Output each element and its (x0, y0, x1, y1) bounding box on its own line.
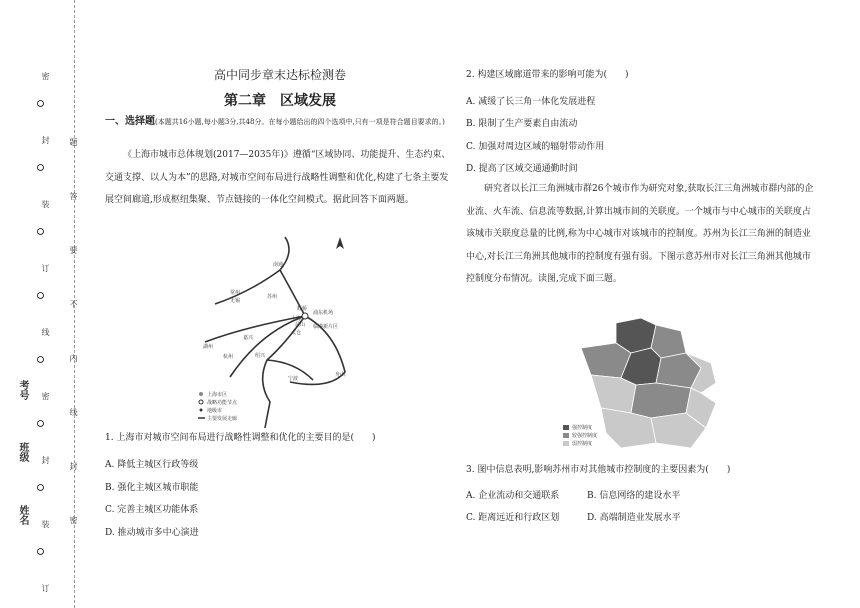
binding-margin (0, 0, 80, 608)
seal-word: 装 (41, 520, 50, 528)
q3-option-c[interactable]: C. 距离远近和行政区划 (466, 513, 560, 523)
legend-item: 上海市区 (207, 392, 228, 398)
q3-option-d[interactable]: D. 高端制造业发展水平 (587, 513, 681, 523)
q1-option-c[interactable]: C. 完善主城区功能体系 (105, 505, 199, 515)
city-label: 南通 (273, 262, 284, 268)
q1-stem: 1. 上海市对城市空间布局进行战略性调整和优化的主要目的是( ) (105, 433, 376, 443)
legend-item: 弱控制度 (572, 441, 593, 447)
seal-word: 订 (41, 264, 50, 272)
passage-2: 研究者以长江三角洲城市群26个城市作为研究对象,获取长江三角洲城市群内部的企业流、火车流、信息流等数据,计算出城市间的关联度。一个城市与中心城市的关联度占该城市关联度总量的比例,称为中心城市对该城市的控制度。苏州为长江三角洲的制造业中心,对长江三角洲其他城市的控制度有强有弱。下图示意苏州市对长江三角洲其他城市控制度分布情况。读图,完成下面三题。 (466, 184, 814, 284)
no-answer-word: 不 (69, 300, 78, 308)
city-label: 舟山 (335, 372, 346, 378)
city-label: 昆山 (295, 322, 306, 328)
q2-stem: 2. 构建区域廊道带来的影响可能为( ) (466, 70, 629, 80)
q2-option-c[interactable]: C. 加强对周边区域的辐射带动作用 (466, 142, 605, 152)
exam-number-label: 考号 (17, 380, 28, 400)
section-heading: 一、选择题(本题共16小题,每小题3分,共48分。在每小题给出的四个选项中,只有一项是符合题目要求的。) (105, 116, 445, 127)
binding-hole (37, 356, 44, 363)
chapter-title: 第二章 区域发展 (224, 93, 336, 109)
binding-hole (37, 228, 44, 235)
legend-item: 地级市 (207, 408, 223, 414)
no-answer-word: 密 (69, 516, 78, 524)
city-label: 苏州 (267, 294, 278, 300)
q3-stem: 3. 图中信息表明,影响苏州市对其他城市控制度的主要因素为( ) (466, 465, 731, 475)
q2-option-d[interactable]: D. 提高了区域交通通勤时间 (466, 164, 578, 174)
binding-hole (37, 292, 44, 299)
no-answer-word: 答 (69, 192, 78, 200)
city-label: 常州 (230, 290, 241, 296)
seal-word: 封 (41, 456, 50, 464)
legend-item: 主要发展走廊 (207, 416, 238, 422)
city-label: 太仓 (291, 330, 302, 336)
binding-hole (37, 100, 44, 107)
legend-item: 较强控制度 (572, 433, 598, 439)
city-label: 宁波 (288, 376, 299, 382)
seal-word: 封 (41, 136, 50, 144)
q1-option-d[interactable]: D. 推动城市多中心演进 (105, 528, 199, 538)
no-answer-word: 内 (69, 354, 78, 362)
passage-1: 《上海市城市总体规划(2017—2035年)》遵循“区域协同、功能提升、生态约束、交通支撑、以人为本”的思路,对城市空间布局进行战略性调整和优化,构建了七条主要发展空间廊道,形成枢纽集聚、节点链接的一体化空间模式。据此回答下面两题。 (105, 150, 451, 205)
suzhou-control-map (561, 313, 741, 456)
name-label: 姓名 (17, 505, 28, 525)
seal-word: 密 (41, 72, 50, 80)
city-label: 杭州 (223, 354, 234, 360)
seal-word: 线 (41, 328, 50, 336)
map2-regions (581, 318, 716, 448)
q1-option-a[interactable]: A. 降低主城区行政等级 (105, 460, 199, 470)
binding-hole (37, 420, 44, 427)
shanghai-corridor-map (195, 232, 375, 428)
legend-item: 强控制度 (572, 425, 593, 431)
map1-legend (198, 391, 238, 422)
city-label: 浦东机场 (313, 310, 334, 316)
q3-option-b[interactable]: B. 信息网络的建设水平 (587, 491, 681, 501)
legend-item: 战略功能节点 (207, 400, 238, 406)
city-label: 上海 (291, 316, 302, 322)
exam-title: 高中同步章末达标检测卷 (213, 68, 346, 82)
binding-hole (37, 164, 44, 171)
q3-option-a[interactable]: A. 企业流动和交通联系 (466, 491, 560, 501)
no-answer-word: 封 (69, 462, 78, 470)
no-answer-word: 题 (69, 138, 78, 146)
q2-option-a[interactable]: A. 减缓了长三角一体化发展进程 (466, 97, 596, 107)
city-label: 虹桥 (297, 306, 308, 312)
city-label: 嘉兴 (243, 335, 254, 341)
class-label: 班级 (17, 442, 28, 462)
binding-hole (37, 484, 44, 491)
city-label: 无锡 (230, 298, 241, 304)
map2-legend (563, 424, 597, 447)
city-label: 绍兴 (255, 353, 266, 359)
seal-word: 密 (41, 392, 50, 400)
city-label: 临港新片区 (313, 324, 339, 330)
seal-word: 装 (41, 200, 50, 208)
q1-option-b[interactable]: B. 强化主城区城市职能 (105, 483, 199, 493)
q2-option-b[interactable]: B. 限制了生产要素自由流动 (466, 119, 578, 129)
city-label: 湖州 (203, 344, 214, 350)
north-arrow (336, 237, 344, 249)
seal-word: 订 (41, 584, 50, 592)
no-answer-word: 要 (69, 246, 78, 254)
no-answer-word: 线 (69, 408, 78, 416)
shanghai-marker (302, 313, 308, 319)
binding-hole (37, 548, 44, 555)
